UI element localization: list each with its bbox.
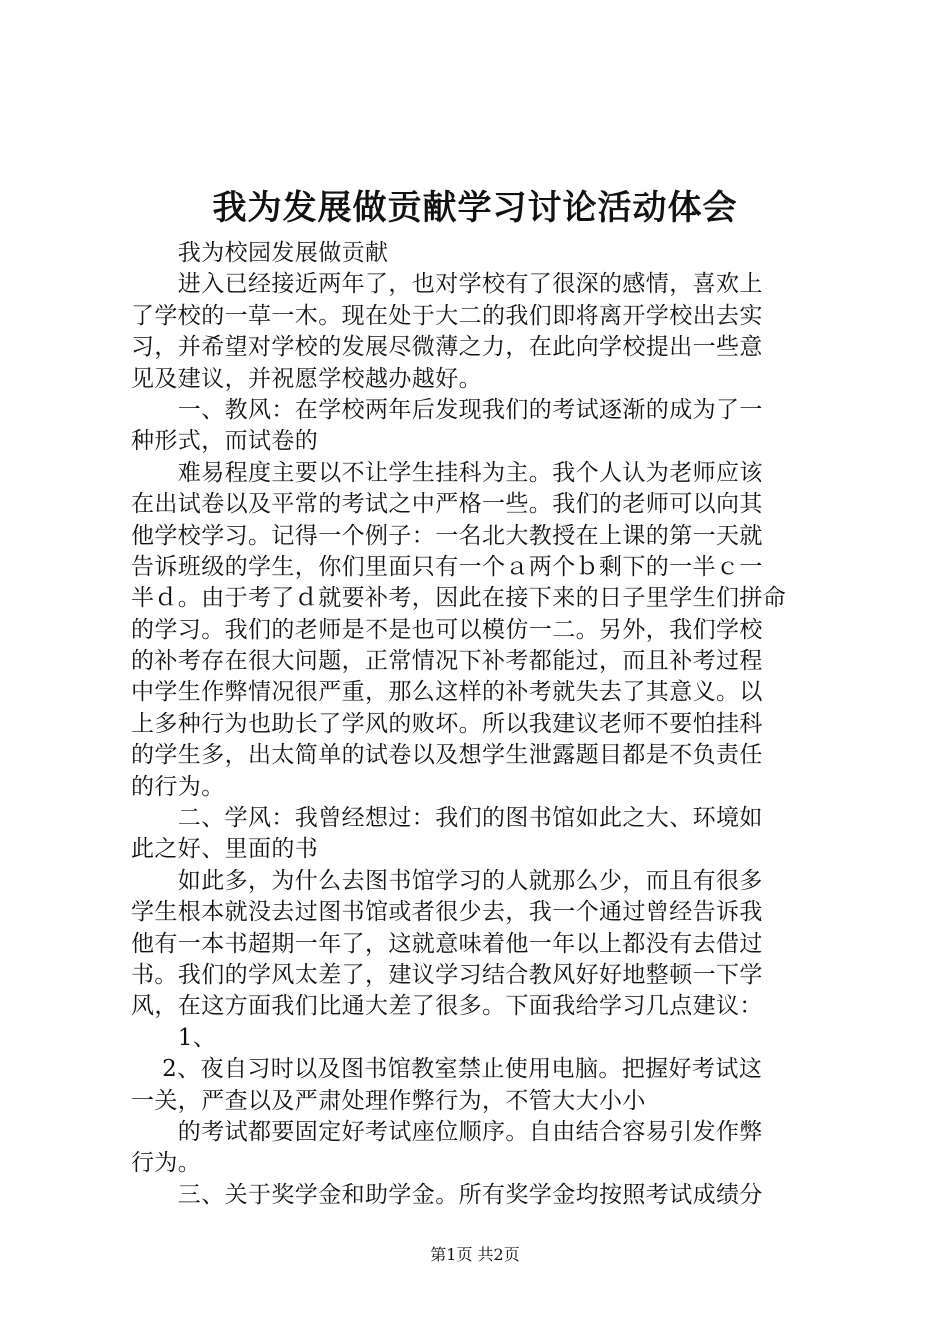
body-line: 风，在这方面我们比通大差了很多。下面我给学习几点建议： xyxy=(131,993,763,1020)
body-line: 告诉班级的学生，你们里面只有一个ａ两个ｂ剩下的一半ｃ一 xyxy=(131,553,763,580)
body-line: 我为校园发展做贡献 xyxy=(131,240,389,266)
body-line: 二、学风：我曾经想过：我们的图书馆如此之大、环境如 xyxy=(131,805,763,832)
body-line: 中学生作弊情况很严重，那么这样的补考就失去了其意义。以 xyxy=(131,679,763,706)
body-line: 进入已经接近两年了，也对学校有了很深的感情，喜欢上 xyxy=(131,271,763,298)
body-line: 他有一本书超期一年了，这就意味着他一年以上都没有去借过 xyxy=(131,930,763,957)
body-line: 此之好、里面的书 xyxy=(131,836,319,863)
body-line: 见及建议，并祝愿学校越办越好。 xyxy=(131,365,482,392)
body-line: 的补考存在很大问题，正常情况下补考都能过，而且补考过程 xyxy=(131,648,763,675)
body-line: 上多种行为也助长了学风的败坏。所以我建议老师不要怕挂科 xyxy=(131,710,763,737)
body-line: 一、教风：在学校两年后发现我们的考试逐渐的成为了一 xyxy=(131,396,763,423)
body-line: 了学校的一草一木。现在处于大二的我们即将离开学校出去实 xyxy=(131,302,763,329)
body-line: 的考试都要固定好考试座位顺序。自由结合容易引发作弊 xyxy=(131,1118,763,1145)
body-line: 一关，严查以及严肃处理作弊行为，不管大大小小 xyxy=(131,1087,646,1114)
body-line: 的行为。 xyxy=(131,773,225,800)
body-line: 种形式，而试卷的 xyxy=(131,428,319,455)
page-footer: 第1页 共2页 xyxy=(430,1245,520,1264)
body-line: 书。我们的学风太差了，建议学习结合教风好好地整顿一下学 xyxy=(131,961,763,988)
document-body xyxy=(131,238,831,1211)
body-line: 行为。 xyxy=(131,1150,202,1177)
body-line: 学生根本就没去过图书馆或者很少去，我一个通过曾经告诉我 xyxy=(131,899,763,926)
body-line: 他学校学习。记得一个例子：一名北大教授在上课的第一天就 xyxy=(131,522,763,549)
document-title: 我为发展做贡献学习讨论活动体会 xyxy=(212,188,738,228)
body-line: 2、夜自习时以及图书馆教室禁止使用电脑。把握好考试这 xyxy=(131,1056,763,1083)
body-line: 如此多，为什么去图书馆学习的人就那么少，而且有很多 xyxy=(131,867,763,894)
body-line: 在出试卷以及平常的考试之中严格一些。我们的老师可以向其 xyxy=(131,491,763,518)
body-line: 的学习。我们的老师是不是也可以模仿一二。另外，我们学校 xyxy=(131,616,763,643)
body-line: 半ｄ。由于考了ｄ就要补考，因此在接下来的日子里学生们拼命 xyxy=(131,585,787,612)
body-line: 习，并希望对学校的发展尽微薄之力，在此向学校提出一些意 xyxy=(131,334,763,361)
body-line: 1、 xyxy=(131,1024,217,1051)
body-line: 难易程度主要以不让学生挂科为主。我个人认为老师应该 xyxy=(131,459,763,486)
body-line: 三、关于奖学金和助学金。所有奖学金均按照考试成绩分 xyxy=(131,1181,763,1208)
body-line: 的学生多，出太简单的试卷以及想学生泄露题目都是不负责任 xyxy=(131,742,763,769)
